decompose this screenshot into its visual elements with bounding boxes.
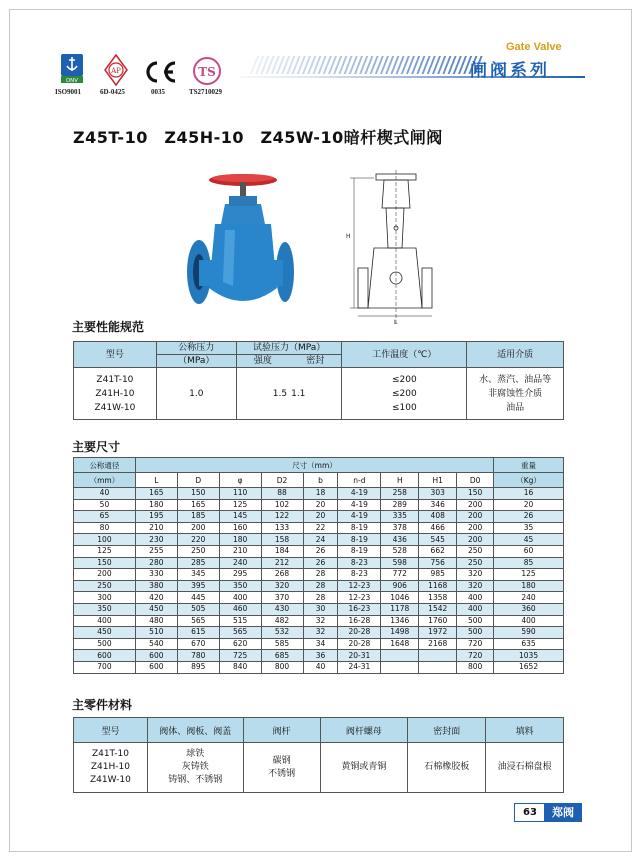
perf-header-strength: 强度 bbox=[236, 355, 289, 368]
table-cell: 346 bbox=[419, 499, 457, 511]
table-cell: 295 bbox=[219, 569, 261, 581]
table-cell: 258 bbox=[381, 488, 419, 500]
table-cell: 510 bbox=[135, 627, 177, 639]
table-cell: 590 bbox=[494, 627, 564, 639]
table-cell: 685 bbox=[261, 650, 303, 662]
table-cell: 1358 bbox=[419, 592, 457, 604]
mat-model-1: Z41T-10 bbox=[91, 749, 129, 759]
table-row bbox=[74, 534, 564, 546]
table-cell: 1652 bbox=[494, 661, 564, 673]
table-cell: 28 bbox=[303, 569, 338, 581]
perf-cell-strength: 1.5 bbox=[236, 368, 289, 420]
mat-cell-packing: 油浸石棉盘根 bbox=[486, 743, 564, 793]
ce-mark-logo bbox=[142, 60, 178, 88]
table-cell: 720 bbox=[457, 650, 494, 662]
mat-cell-models bbox=[74, 743, 148, 793]
table-cell: 528 bbox=[381, 545, 419, 557]
table-cell: 1498 bbox=[381, 627, 419, 639]
table-cell: 400 bbox=[219, 592, 261, 604]
perf-header-pn-unit: （MPa） bbox=[156, 355, 236, 368]
table-cell: 158 bbox=[261, 534, 303, 546]
table-row bbox=[74, 511, 564, 523]
mat-cell-stem bbox=[243, 743, 320, 793]
mat-header-nut: 阀杆螺母 bbox=[320, 718, 408, 743]
table-cell: 20-31 bbox=[338, 650, 381, 662]
perf-cell-models bbox=[74, 368, 157, 420]
table-cell: 125 bbox=[494, 569, 564, 581]
table-cell: 125 bbox=[219, 499, 261, 511]
svg-text:DNV: DNV bbox=[65, 78, 79, 84]
drawing-label-l: L bbox=[394, 319, 398, 326]
table-cell: 22 bbox=[303, 522, 338, 534]
table-cell: 184 bbox=[261, 545, 303, 557]
table-cell: 420 bbox=[135, 592, 177, 604]
dim-col-phi: φ bbox=[219, 473, 261, 488]
svg-text:AP: AP bbox=[111, 67, 121, 75]
section-dimensions-title: 主要尺寸 bbox=[72, 440, 121, 454]
mat-header-model: 型号 bbox=[74, 718, 148, 743]
table-cell: 380 bbox=[135, 580, 177, 592]
table-cell: 24-31 bbox=[338, 661, 381, 673]
table-cell: 36 bbox=[303, 650, 338, 662]
cert-label-api: 6D-0425 bbox=[100, 88, 125, 96]
table-cell: 8-19 bbox=[338, 545, 381, 557]
perf-model-1: Z41T-10 bbox=[96, 374, 134, 385]
table-cell: 670 bbox=[177, 638, 219, 650]
table-cell: 756 bbox=[419, 557, 457, 569]
ts-mark-logo bbox=[192, 56, 222, 90]
table-cell: 450 bbox=[74, 627, 136, 639]
table-cell: 600 bbox=[135, 661, 177, 673]
table-cell: 800 bbox=[457, 661, 494, 673]
table-cell: 165 bbox=[135, 488, 177, 500]
table-cell: 700 bbox=[74, 661, 136, 673]
table-cell: 598 bbox=[381, 557, 419, 569]
perf-header-model: 型号 bbox=[74, 342, 157, 368]
table-cell: 210 bbox=[219, 545, 261, 557]
dimensions-table bbox=[73, 457, 564, 674]
table-cell: 565 bbox=[177, 615, 219, 627]
dnv-iso-logo bbox=[60, 54, 84, 88]
table-cell: 500 bbox=[74, 638, 136, 650]
mat-header-body: 阀体、阀板、阀盖 bbox=[147, 718, 243, 743]
table-cell: 50 bbox=[74, 499, 136, 511]
page-number: 63 bbox=[514, 803, 546, 822]
table-cell: 18 bbox=[303, 488, 338, 500]
perf-temp-2: ≤200 bbox=[391, 388, 417, 399]
perf-header-temp: 工作温度（℃） bbox=[342, 342, 467, 368]
table-cell: 280 bbox=[135, 557, 177, 569]
valve-drawing bbox=[344, 168, 436, 330]
cert-label-iso: ISO9001 bbox=[55, 88, 82, 96]
table-cell: 180 bbox=[135, 499, 177, 511]
perf-cell-seal: 1.1 bbox=[289, 368, 342, 420]
mat-header-stem: 阀杆 bbox=[243, 718, 320, 743]
table-row bbox=[74, 592, 564, 604]
brand-chinese: 闸阀系列 bbox=[470, 61, 550, 81]
table-cell: 335 bbox=[381, 511, 419, 523]
dim-col-h: H bbox=[381, 473, 419, 488]
table-cell: 212 bbox=[261, 557, 303, 569]
dim-col-d0: D0 bbox=[457, 473, 494, 488]
table-cell: 195 bbox=[135, 511, 177, 523]
dim-header-dn-unit: （mm） bbox=[74, 473, 136, 488]
mat-model-3: Z41W-10 bbox=[90, 775, 131, 785]
table-cell: 1542 bbox=[419, 603, 457, 615]
table-cell: 350 bbox=[219, 580, 261, 592]
table-cell: 540 bbox=[135, 638, 177, 650]
table-cell: 545 bbox=[419, 534, 457, 546]
table-cell: 16-23 bbox=[338, 603, 381, 615]
perf-temp-1: ≤200 bbox=[391, 374, 417, 385]
table-cell: 32 bbox=[303, 615, 338, 627]
table-cell: 1168 bbox=[419, 580, 457, 592]
perf-cell-pn: 1.0 bbox=[156, 368, 236, 420]
dim-header-weight-unit: （Kg） bbox=[494, 473, 564, 488]
table-cell: 20-28 bbox=[338, 638, 381, 650]
table-cell: 8-19 bbox=[338, 522, 381, 534]
table-cell: 780 bbox=[177, 650, 219, 662]
table-cell: 1178 bbox=[381, 603, 419, 615]
table-cell: 482 bbox=[261, 615, 303, 627]
api-monogram-logo bbox=[103, 54, 129, 90]
table-cell: 240 bbox=[494, 592, 564, 604]
table-cell: 345 bbox=[177, 569, 219, 581]
table-cell: 165 bbox=[177, 499, 219, 511]
table-cell: 268 bbox=[261, 569, 303, 581]
table-cell: 20 bbox=[303, 511, 338, 523]
table-cell: 8-19 bbox=[338, 534, 381, 546]
table-cell: 102 bbox=[261, 499, 303, 511]
table-cell: 16 bbox=[494, 488, 564, 500]
table-cell: 4-19 bbox=[338, 511, 381, 523]
table-cell: 150 bbox=[74, 557, 136, 569]
table-cell: 370 bbox=[261, 592, 303, 604]
table-cell: 100 bbox=[74, 534, 136, 546]
dim-header-size: 尺寸（mm） bbox=[135, 458, 493, 473]
table-cell: 480 bbox=[135, 615, 177, 627]
perf-header-pn: 公称压力 bbox=[156, 342, 236, 355]
table-cell: 720 bbox=[457, 638, 494, 650]
mat-cell-seal: 石棉橡胶板 bbox=[408, 743, 486, 793]
cert-label-ce: 0035 bbox=[151, 88, 165, 96]
table-cell: 360 bbox=[494, 603, 564, 615]
perf-media-1: 水、蒸汽、油品等 bbox=[479, 374, 552, 385]
table-cell: 20 bbox=[303, 499, 338, 511]
table-row bbox=[74, 488, 564, 500]
table-cell: 985 bbox=[419, 569, 457, 581]
dim-col-nd: n-d bbox=[338, 473, 381, 488]
table-cell: 4-19 bbox=[338, 499, 381, 511]
table-cell: 12-23 bbox=[338, 592, 381, 604]
table-cell: 210 bbox=[135, 522, 177, 534]
footer-brand: 郑阀 bbox=[544, 803, 582, 822]
table-row bbox=[74, 522, 564, 534]
dim-header-weight: 重量 bbox=[494, 458, 564, 473]
table-cell: 122 bbox=[261, 511, 303, 523]
table-row bbox=[74, 638, 564, 650]
table-cell: 400 bbox=[457, 592, 494, 604]
perf-media-2: 非腐蚀性介质 bbox=[488, 388, 543, 399]
table-cell: 32 bbox=[303, 627, 338, 639]
table-cell: 250 bbox=[457, 557, 494, 569]
table-cell: 185 bbox=[177, 511, 219, 523]
table-cell: 230 bbox=[135, 534, 177, 546]
table-cell bbox=[381, 661, 419, 673]
table-cell bbox=[419, 650, 457, 662]
table-cell: 35 bbox=[494, 522, 564, 534]
mat-stem-1: 碳钢 bbox=[272, 755, 291, 766]
table-cell: 600 bbox=[74, 650, 136, 662]
materials-table bbox=[73, 717, 564, 793]
table-cell: 500 bbox=[457, 615, 494, 627]
table-cell: 40 bbox=[303, 661, 338, 673]
table-cell: 600 bbox=[135, 650, 177, 662]
table-row bbox=[74, 580, 564, 592]
table-cell: 1035 bbox=[494, 650, 564, 662]
table-cell: 285 bbox=[177, 557, 219, 569]
table-row bbox=[74, 650, 564, 662]
dim-col-d: D bbox=[177, 473, 219, 488]
perf-header-media: 适用介质 bbox=[467, 342, 564, 368]
table-cell: 772 bbox=[381, 569, 419, 581]
table-cell: 180 bbox=[494, 580, 564, 592]
perf-cell-temps bbox=[342, 368, 467, 420]
table-cell: 906 bbox=[381, 580, 419, 592]
table-cell: 500 bbox=[457, 627, 494, 639]
cert-label-ts: TS2710029 bbox=[189, 88, 223, 96]
svg-text:TS: TS bbox=[198, 65, 216, 79]
table-cell: 635 bbox=[494, 638, 564, 650]
table-cell: 80 bbox=[74, 522, 136, 534]
table-cell: 26 bbox=[494, 511, 564, 523]
table-cell: 320 bbox=[457, 580, 494, 592]
table-cell: 200 bbox=[457, 534, 494, 546]
table-cell: 289 bbox=[381, 499, 419, 511]
table-cell bbox=[381, 650, 419, 662]
mat-model-2: Z41H-10 bbox=[90, 762, 130, 772]
table-cell: 350 bbox=[74, 603, 136, 615]
mat-body-2: 灰铸铁 bbox=[181, 762, 209, 772]
table-cell: 250 bbox=[177, 545, 219, 557]
table-cell: 2168 bbox=[419, 638, 457, 650]
table-cell: 430 bbox=[261, 603, 303, 615]
dim-header-dn: 公称通径 bbox=[74, 458, 136, 473]
valve-photo bbox=[185, 168, 295, 318]
table-cell: 662 bbox=[419, 545, 457, 557]
table-cell: 300 bbox=[74, 592, 136, 604]
table-cell: 1760 bbox=[419, 615, 457, 627]
table-cell: 445 bbox=[177, 592, 219, 604]
section-performance-title: 主要性能规范 bbox=[72, 320, 145, 334]
section-materials-title: 主零件材料 bbox=[72, 698, 133, 712]
table-row bbox=[74, 661, 564, 673]
table-cell: 88 bbox=[261, 488, 303, 500]
table-cell: 400 bbox=[457, 603, 494, 615]
table-row bbox=[74, 627, 564, 639]
table-cell: 145 bbox=[219, 511, 261, 523]
table-cell: 895 bbox=[177, 661, 219, 673]
table-cell: 200 bbox=[457, 511, 494, 523]
table-cell: 133 bbox=[261, 522, 303, 534]
table-cell: 16-28 bbox=[338, 615, 381, 627]
table-cell: 400 bbox=[494, 615, 564, 627]
mat-header-seal: 密封面 bbox=[408, 718, 486, 743]
table-cell: 320 bbox=[261, 580, 303, 592]
perf-cell-media bbox=[467, 368, 564, 420]
perf-model-2: Z41H-10 bbox=[95, 388, 135, 399]
table-cell: 436 bbox=[381, 534, 419, 546]
table-cell: 28 bbox=[303, 580, 338, 592]
table-cell: 200 bbox=[457, 499, 494, 511]
table-cell: 400 bbox=[74, 615, 136, 627]
table-cell: 4-19 bbox=[338, 488, 381, 500]
mat-cell-nut: 黄铜或青铜 bbox=[320, 743, 408, 793]
table-cell: 250 bbox=[74, 580, 136, 592]
mat-stem-2: 不锈钢 bbox=[268, 768, 296, 779]
brand-english: Gate Valve bbox=[506, 41, 562, 53]
table-cell: 20-28 bbox=[338, 627, 381, 639]
table-cell: 45 bbox=[494, 534, 564, 546]
table-row bbox=[74, 603, 564, 615]
table-cell: 125 bbox=[74, 545, 136, 557]
drawing-label-h: H bbox=[346, 233, 351, 240]
perf-temp-3: ≤100 bbox=[391, 402, 417, 413]
table-row bbox=[74, 499, 564, 511]
table-cell: 200 bbox=[74, 569, 136, 581]
page-title: Z45T-10 Z45H-10 Z45W-10暗杆楔式闸阀 bbox=[73, 128, 443, 147]
table-cell bbox=[419, 661, 457, 673]
table-cell: 565 bbox=[219, 627, 261, 639]
table-cell: 26 bbox=[303, 545, 338, 557]
table-cell: 800 bbox=[261, 661, 303, 673]
table-cell: 303 bbox=[419, 488, 457, 500]
table-cell: 60 bbox=[494, 545, 564, 557]
table-cell: 1972 bbox=[419, 627, 457, 639]
mat-header-packing: 填料 bbox=[486, 718, 564, 743]
table-row bbox=[74, 615, 564, 627]
perf-model-3: Z41W-10 bbox=[94, 402, 136, 413]
table-cell: 378 bbox=[381, 522, 419, 534]
table-cell: 450 bbox=[135, 603, 177, 615]
table-cell: 725 bbox=[219, 650, 261, 662]
performance-table bbox=[73, 341, 564, 420]
table-cell: 34 bbox=[303, 638, 338, 650]
table-cell: 330 bbox=[135, 569, 177, 581]
table-cell: 12-23 bbox=[338, 580, 381, 592]
table-cell: 615 bbox=[177, 627, 219, 639]
table-cell: 320 bbox=[457, 569, 494, 581]
dim-col-l: L bbox=[135, 473, 177, 488]
mat-body-3: 铸钢、不锈钢 bbox=[168, 775, 223, 785]
table-cell: 1346 bbox=[381, 615, 419, 627]
table-cell: 20 bbox=[494, 499, 564, 511]
table-cell: 200 bbox=[177, 522, 219, 534]
perf-header-seal: 密封 bbox=[289, 355, 342, 368]
table-cell: 1648 bbox=[381, 638, 419, 650]
table-row bbox=[74, 557, 564, 569]
table-cell: 505 bbox=[177, 603, 219, 615]
mat-body-1: 球铁 bbox=[186, 749, 205, 759]
table-cell: 840 bbox=[219, 661, 261, 673]
table-cell: 466 bbox=[419, 522, 457, 534]
table-cell: 150 bbox=[457, 488, 494, 500]
table-cell: 255 bbox=[135, 545, 177, 557]
perf-header-test: 试验压力（MPa） bbox=[236, 342, 342, 355]
table-cell: 40 bbox=[74, 488, 136, 500]
table-cell: 240 bbox=[219, 557, 261, 569]
perf-media-3: 油品 bbox=[506, 402, 525, 413]
table-cell: 150 bbox=[177, 488, 219, 500]
table-row bbox=[74, 545, 564, 557]
table-cell: 180 bbox=[219, 534, 261, 546]
dim-col-d2: D2 bbox=[261, 473, 303, 488]
table-cell: 110 bbox=[219, 488, 261, 500]
table-cell: 250 bbox=[457, 545, 494, 557]
table-cell: 460 bbox=[219, 603, 261, 615]
table-cell: 26 bbox=[303, 557, 338, 569]
table-cell: 160 bbox=[219, 522, 261, 534]
dimensions-body bbox=[74, 488, 564, 674]
table-cell: 24 bbox=[303, 534, 338, 546]
table-cell: 220 bbox=[177, 534, 219, 546]
table-row bbox=[74, 569, 564, 581]
table-cell: 620 bbox=[219, 638, 261, 650]
table-cell: 515 bbox=[219, 615, 261, 627]
table-cell: 28 bbox=[303, 592, 338, 604]
table-cell: 30 bbox=[303, 603, 338, 615]
table-cell: 585 bbox=[261, 638, 303, 650]
table-cell: 395 bbox=[177, 580, 219, 592]
dim-col-h1: H1 bbox=[419, 473, 457, 488]
table-cell: 8-23 bbox=[338, 569, 381, 581]
table-cell: 65 bbox=[74, 511, 136, 523]
mat-cell-body bbox=[147, 743, 243, 793]
table-cell: 85 bbox=[494, 557, 564, 569]
dim-col-b: b bbox=[303, 473, 338, 488]
table-cell: 8-23 bbox=[338, 557, 381, 569]
table-cell: 408 bbox=[419, 511, 457, 523]
table-cell: 1046 bbox=[381, 592, 419, 604]
table-cell: 200 bbox=[457, 522, 494, 534]
table-cell: 532 bbox=[261, 627, 303, 639]
